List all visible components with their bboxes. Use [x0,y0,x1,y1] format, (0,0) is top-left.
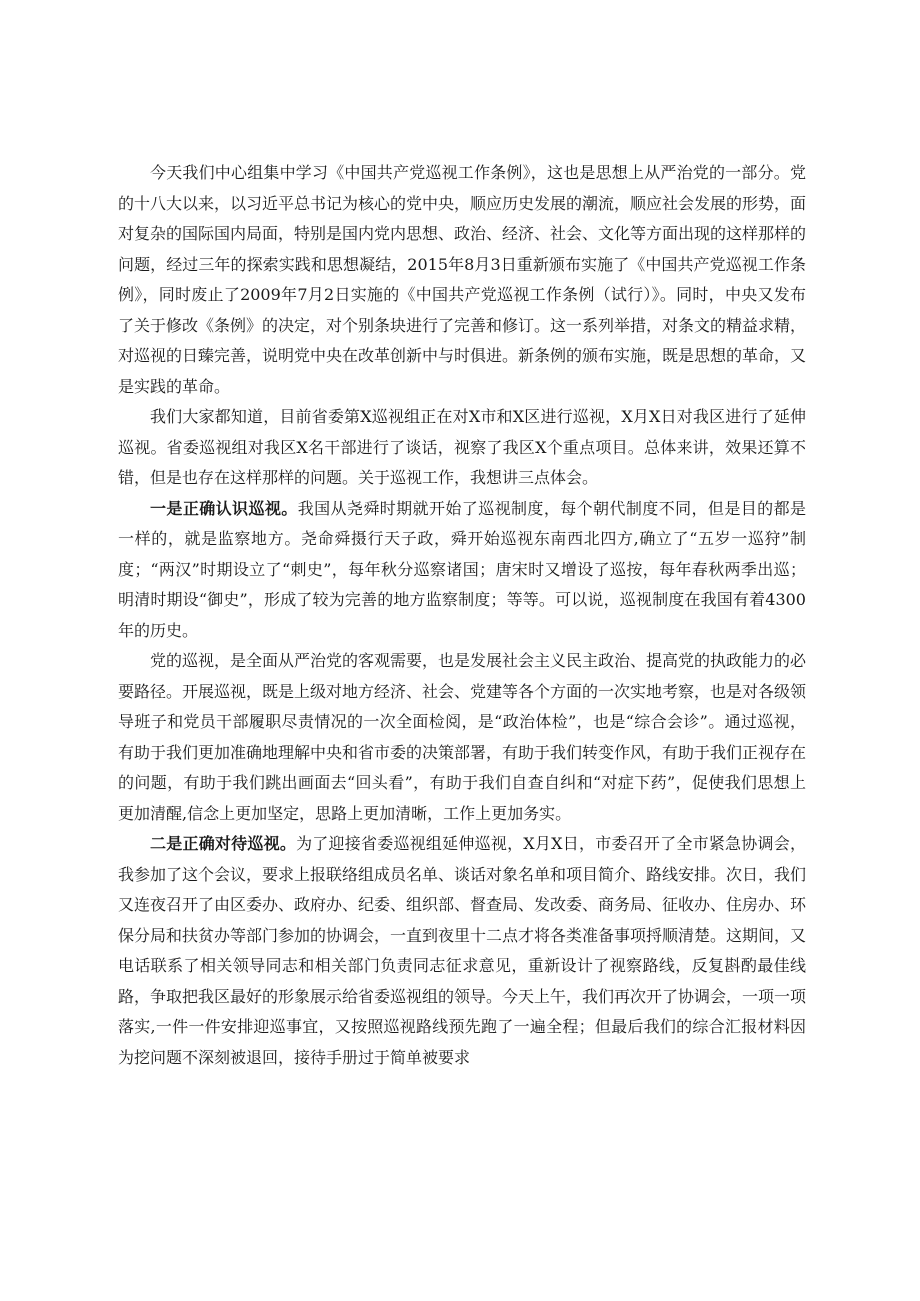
paragraph-text: 党的巡视，是全面从严治党的客观需要，也是发展社会主义民主政治、提高党的执政能力的必要路径。开展巡视，既是上级对地方经济、社会、党建等各个方面的一次实地考察，也是对各级领导班子和党员干部履职尽责情况的一次全面检阅，是“政治体检”，也是“综合会诊”。通过巡视，有助于我们更加准确地理解中央和省市委的决策部署，有助于我们转变作风，有助于我们正视存在的问题，有助于我们跳出画面去“回头看”，有助于我们自查自纠和“对症下药”，促使我们思想上更加清醒,信念上更加坚定，思路上更加清晰，工作上更加务实。 [118,651,807,823]
document-body [118,158,806,1073]
paragraph-point-two [118,829,806,1073]
paragraph-text: 我国从尧舜时期就开始了巡视制度，每个朝代制度不同，但是目的都是一样的，就是监察地方。尧命舜摄行天子政，舜开始巡视东南西北四方,确立了“五岁一巡狩”制度；“两汉”时期设立了“刺史”，每年秋分巡察诸国；唐宋时又增设了巡按，每年春秋两季出巡；明清时期设“御史”，形成了较为完善的地方监察制度；等等。可以说，巡视制度在我国有着4300年的历史。 [118,498,806,640]
paragraph-intro [118,158,806,402]
paragraph-text: 为了迎接省委巡视组延伸巡视，X月X日，市委召开了全市紧急协调会，我参加了这个会议，要求上报联络组成员名单、谈话对象名单和项目简介、路线安排。次日，我们又连夜召开了由区委办、政府办、纪委、组织部、督查局、发改委、商务局、征收办、住房办、环保分局和扶贫办等部门参加的协调会，一直到夜里十二点才将各类准备事项捋顺清楚。这期间，又电话联系了相关领导同志和相关部门负责同志征求意见，重新设计了视察路线，反复斟酌最佳线路，争取把我区最好的形象展示给省委巡视组的领导。今天上午，我们再次开了协调会，一项一项落实,一件一件安排迎巡事宜，又按照巡视路线预先跑了一遍全程；但最后我们的综合汇报材料因为挖问题不深刻被退回，接待手册过于简单被要求 [118,834,807,1067]
paragraph-inspection-status [118,402,806,494]
paragraph-text: 我们大家都知道，目前省委第X巡视组正在对X市和X区进行巡视，X月X日对我区进行了延伸巡视。省委巡视组对我区X名干部进行了谈话，视察了我区X个重点项目。总体来讲，效果还算不错，但是也存在这样那样的问题。关于巡视工作，我想讲三点体会。 [118,407,806,487]
paragraph-point-one [118,494,806,647]
paragraph-lead-heading: 一是正确认识巡视。 [150,498,298,518]
paragraph-lead-heading: 二是正确对待巡视。 [150,834,297,853]
paragraph-text: 今天我们中心组集中学习《中国共产党巡视工作条例》，这也是思想上从严治党的一部分。党的十八大以来，以习近平总书记为核心的党中央，顺应历史发展的潮流，顺应社会发展的形势，面对复杂的国际国内局面，特别是国内党内思想、政治、经济、社会、文化等方面出现的这样那样的问题，经过三年的探索实践和思想凝结，2015年8月3日重新颁布实施了《中国共产党巡视工作条例》，同时废止了2009年7月2日实施的《中国共产党巡视工作条例（试行）》。同时，中央又发布了关于修改《条例》的决定，对个别条块进行了完善和修订。这一系列举措，对条文的精益求精，对巡视的日臻完善，说明党中央在改革创新中与时俱进。新条例的颁布实施，既是思想的革命，又是实践的革命。 [118,163,807,396]
paragraph-party-inspection [118,646,806,829]
